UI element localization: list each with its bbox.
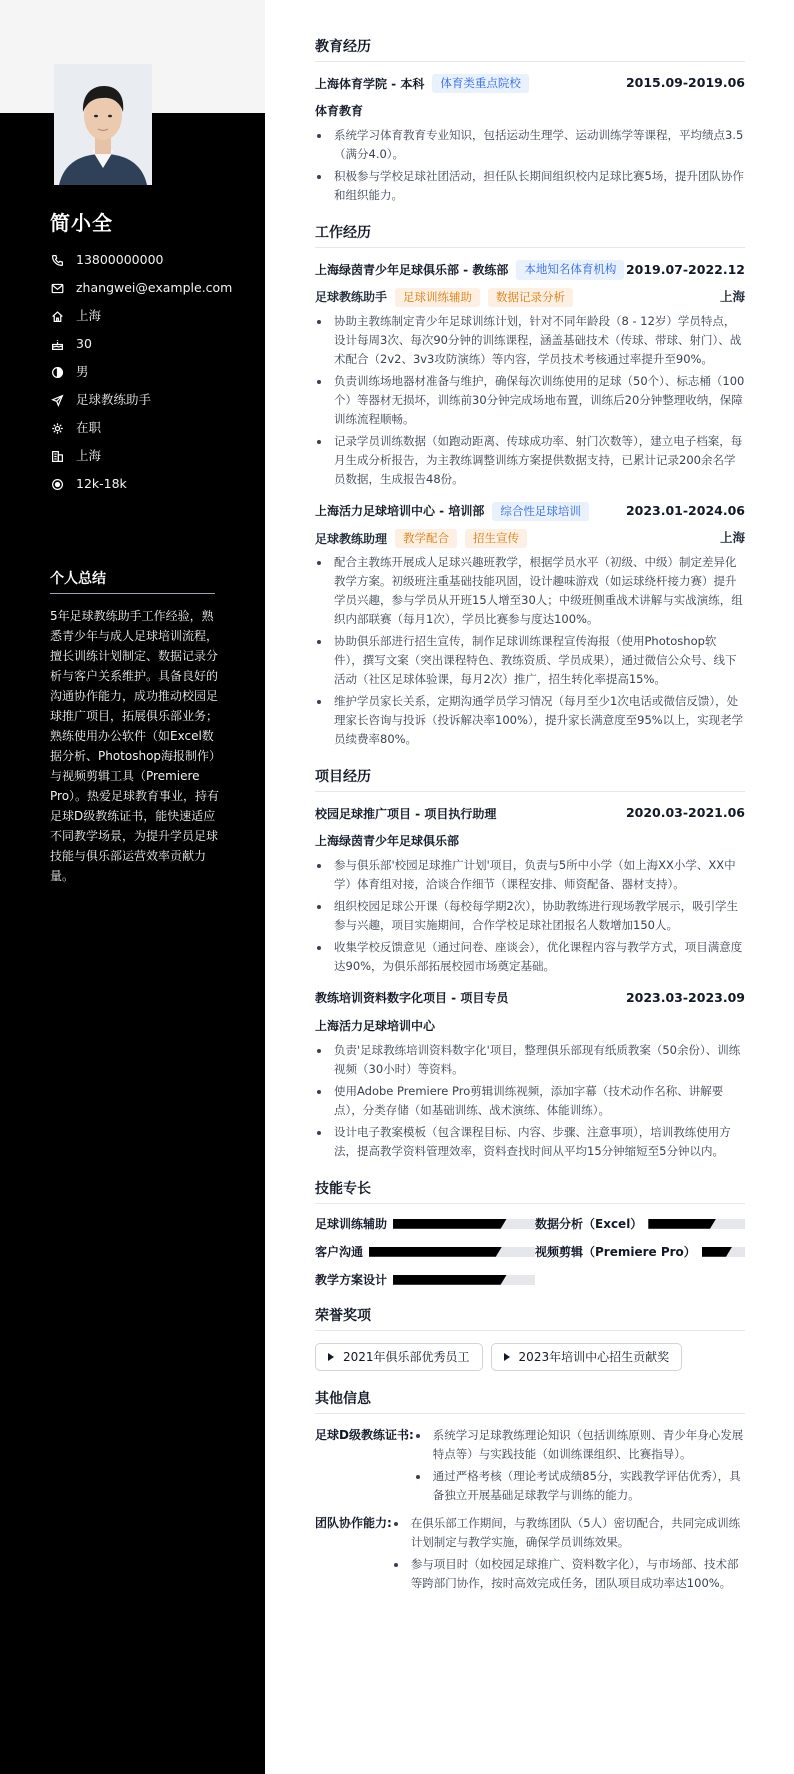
summary-text: 5年足球教练助手工作经验，熟悉青少年与成人足球培训流程，擅长训练计划制定、数据记录分析与客户关系维护。具备良好的沟通协作能力，成功推动校园足球推广项目，拓展俱乐部业务；熟练使用办公软件（如Excel数据分析、Photoshop海报制作）与视频剪辑工具（Premiere Pro）。热爱足球教育事业，持有足球D级教练证书，能快速适应不同教学场景，为提升学员足球技能与俱乐部运营效率贡献力量。 bbox=[50, 609, 220, 883]
coin-icon bbox=[50, 477, 64, 491]
list-item: 系统学习足球教练理论知识（包括训练原则、青少年身心发展特点等）与实践技能（如训练课组织、比赛指导）。 bbox=[414, 1426, 745, 1464]
education-header bbox=[315, 74, 745, 93]
list-item: 收集学校反馈意见（通过问卷、座谈会），优化课程内容与教学方式，项目满意度达90%，为俱乐部拓展校园市场奠定基础。 bbox=[315, 938, 745, 976]
list-item: 在俱乐部工作期间，与教练团队（5人）密切配合，共同完成训练计划制定与教学实施，确保学员训练效果。 bbox=[392, 1514, 745, 1552]
project-date: 2023.03-2023.09 bbox=[625, 990, 745, 1005]
skill-item bbox=[535, 1244, 745, 1260]
list-item: 系统学习体育教育专业知识，包括运动生理学、运动训练学等课程，平均绩点3.5（满分4.0）。 bbox=[315, 126, 745, 164]
job-text: 足球教练助手 bbox=[76, 391, 152, 407]
work-date: 2019.07-2022.12 bbox=[625, 261, 745, 277]
work-date: 2023.01-2024.06 bbox=[625, 503, 745, 518]
company-name: 上海活力足球培训中心 - 培训部 bbox=[315, 504, 485, 519]
skill-item bbox=[315, 1216, 535, 1232]
info-salary bbox=[50, 470, 250, 498]
awards-list bbox=[315, 1343, 745, 1371]
skills-title: 技能专长 bbox=[315, 1179, 745, 1204]
info-job bbox=[50, 386, 250, 414]
status-text: 在职 bbox=[76, 419, 102, 435]
school-tag: 体育类重点院校 bbox=[432, 74, 529, 93]
project-org: 上海活力足球培训中心 bbox=[315, 1018, 436, 1033]
company-tag: 综合性足球培训 bbox=[492, 502, 589, 521]
award-text: 2021年俱乐部优秀员工 bbox=[343, 1349, 470, 1364]
sidebar bbox=[0, 0, 265, 1774]
list-item: 组织校园足球公开课（每校每学期2次），协助教练进行现场教学展示，吸引学生参与兴趣，项目实施期间，合作学校足球社团报名人数增加150人。 bbox=[315, 897, 745, 935]
award-text: 2023年培训中心招生贡献奖 bbox=[518, 1349, 670, 1364]
project-date: 2020.03-2021.06 bbox=[625, 805, 745, 821]
send-icon bbox=[50, 393, 64, 407]
skill-fill bbox=[369, 1247, 502, 1257]
other-section bbox=[315, 1389, 745, 1596]
other-item bbox=[315, 1514, 745, 1596]
role-tag: 教学配合 bbox=[395, 529, 457, 548]
gear-icon bbox=[50, 421, 64, 435]
avatar bbox=[54, 64, 152, 185]
skill-item bbox=[315, 1244, 535, 1260]
play-icon bbox=[504, 1353, 510, 1361]
building-icon bbox=[50, 449, 64, 463]
project-bullets bbox=[315, 1041, 745, 1161]
list-item: 参与俱乐部'校园足球推广计划'项目，负责与5所中小学（如上海XX小学、XX中学）体育组对接，洽谈合作细节（课程安排、师资配备、器材支持）。 bbox=[315, 856, 745, 894]
work-entry bbox=[315, 260, 745, 489]
skill-fill bbox=[702, 1247, 732, 1257]
skill-name: 客户沟通 bbox=[315, 1244, 364, 1259]
list-item: 负责训练场地器材准备与维护，确保每次训练使用的足球（50个）、标志桶（100个）等器材无损坏，训练前30分钟完成场地布置，训练后20分钟整理收纳，保障训练流程顺畅。 bbox=[315, 372, 745, 429]
salary-text: 12k-18k bbox=[76, 475, 127, 491]
job-role: 足球教练助手 bbox=[315, 290, 388, 305]
city-text: 上海 bbox=[76, 307, 102, 323]
skill-name: 足球训练辅助 bbox=[315, 1216, 388, 1231]
list-item: 配合主教练开展成人足球兴趣班教学，根据学员水平（初级、中级）制定差异化教学方案。初级班注重基础技能巩固，设计趣味游戏（如运球绕杆接力赛）提升学员兴趣，参与学员从开班15人增至30人；中级班侧重战术讲解与实战演练，组织内部联赛（每月1次），学员比赛参与度达100%。 bbox=[315, 553, 745, 629]
list-item: 负责'足球教练培训资料数字化'项目，整理俱乐部现有纸质教案（50余份）、训练视频（30小时）等资料。 bbox=[315, 1041, 745, 1079]
list-item: 维护学员家长关系，定期沟通学员学习情况（每月至少1次电话或微信反馈），处理家长咨询与投诉（投诉解决率100%），提升家长满意度至95%以上，实现老学员续费率80%。 bbox=[315, 692, 745, 749]
role-tag: 招生宣传 bbox=[465, 529, 527, 548]
skill-item bbox=[315, 1272, 535, 1288]
email-text: zhangwei@example.com bbox=[76, 279, 233, 295]
award-item bbox=[491, 1343, 683, 1371]
projects-section bbox=[315, 767, 745, 1161]
gender-text: 男 bbox=[76, 363, 89, 379]
target-city-text: 上海 bbox=[76, 447, 102, 463]
skill-item bbox=[535, 1216, 745, 1232]
skill-fill bbox=[393, 1275, 507, 1285]
play-icon bbox=[328, 1353, 334, 1361]
major: 体育教育 bbox=[315, 104, 364, 119]
info-gender bbox=[50, 358, 250, 386]
list-item: 积极参与学校足球社团活动，担任队长期间组织校内足球比赛5场，提升团队协作和组织能力。 bbox=[315, 167, 745, 205]
education-bullets bbox=[315, 126, 745, 205]
role-tag: 足球训练辅助 bbox=[395, 288, 480, 307]
other-label: 团队协作能力: bbox=[315, 1515, 392, 1530]
award-item bbox=[315, 1343, 483, 1371]
work-bullets bbox=[315, 553, 745, 749]
job-role: 足球教练助理 bbox=[315, 531, 388, 546]
project-name: 教练培训资料数字化项目 - 项目专员 bbox=[315, 991, 509, 1006]
list-item: 记录学员训练数据（如跑动距离、传球成功率、射门次数等），建立电子档案，每月生成分析报告，为主教练调整训练方案提供数据支持，已累计记录200余名学员数据，生成报告48份。 bbox=[315, 432, 745, 489]
home-icon bbox=[50, 309, 64, 323]
skill-name: 教学方案设计 bbox=[315, 1272, 388, 1287]
other-item bbox=[315, 1426, 745, 1508]
other-label: 足球D级教练证书: bbox=[315, 1427, 414, 1442]
main-content bbox=[315, 37, 745, 1614]
work-bullets bbox=[315, 312, 745, 489]
company-name: 上海绿茵青少年足球俱乐部 - 教练部 bbox=[315, 262, 509, 277]
info-age bbox=[50, 330, 250, 358]
role-tag: 数据记录分析 bbox=[488, 288, 573, 307]
project-org: 上海绿茵青少年足球俱乐部 bbox=[315, 834, 460, 848]
candidate-name: 简小全 bbox=[50, 211, 113, 235]
work-entry bbox=[315, 502, 745, 750]
skill-bar bbox=[369, 1247, 535, 1257]
skill-fill bbox=[648, 1219, 716, 1229]
summary-title: 个人总结 bbox=[50, 569, 215, 594]
project-entry bbox=[315, 989, 745, 1161]
skill-fill bbox=[393, 1219, 507, 1229]
list-item: 参与项目时（如校园足球推广、资料数字化），与市场部、技术部等跨部门协作，按时高效完成任务，团队项目成功率达100%。 bbox=[392, 1555, 745, 1593]
list-item: 协助主教练制定青少年足球训练计划，针对不同年龄段（8 - 12岁）学员特点，设计每周3次、每次90分钟的训练课程，涵盖基础技术（传球、带球、射门）、战术配合（2v2、3v3攻防演练）等内容，学员技术考核通过率提升至90%。 bbox=[315, 312, 745, 369]
skills-section bbox=[315, 1179, 745, 1288]
education-date: 2015.09-2019.06 bbox=[625, 75, 745, 91]
work-city: 上海 bbox=[719, 530, 745, 546]
phone-icon bbox=[50, 253, 64, 267]
list-item: 设计电子教案模板（包含课程目标、内容、步骤、注意事项），培训教练使用方法，提高教学资料管理效率，资料查找时间从平均15分钟缩短至5分钟以内。 bbox=[315, 1123, 745, 1161]
project-name: 校园足球推广项目 - 项目执行助理 bbox=[315, 806, 497, 821]
projects-title: 项目经历 bbox=[315, 767, 745, 792]
other-bullets bbox=[392, 1514, 745, 1596]
info-email bbox=[50, 274, 250, 302]
other-bullets bbox=[414, 1426, 745, 1508]
awards-section bbox=[315, 1306, 745, 1371]
work-title: 工作经历 bbox=[315, 223, 745, 248]
info-phone bbox=[50, 246, 250, 274]
education-section bbox=[315, 37, 745, 205]
info-city bbox=[50, 302, 250, 330]
avatar-photo bbox=[54, 64, 152, 185]
education-title: 教育经历 bbox=[315, 37, 745, 62]
list-item: 通过严格考核（理论考试成绩85分，实践教学评估优秀），具备独立开展基础足球教学与训练的能力。 bbox=[414, 1467, 745, 1505]
work-section bbox=[315, 223, 745, 749]
skill-name: 视频剪辑（Premiere Pro） bbox=[535, 1244, 696, 1259]
skill-bar bbox=[393, 1219, 535, 1229]
skill-bar bbox=[702, 1247, 745, 1257]
mail-icon bbox=[50, 281, 64, 295]
skill-bar bbox=[393, 1275, 535, 1285]
skills-grid bbox=[315, 1216, 745, 1288]
skill-bar bbox=[648, 1219, 745, 1229]
info-target-city bbox=[50, 442, 250, 470]
company-tag: 本地知名体育机构 bbox=[516, 260, 624, 279]
list-item: 协助俱乐部进行招生宣传，制作足球训练课程宣传海报（使用Photoshop软件），撰写文案（突出课程特色、教练资质、学员成果），通过微信公众号、线下活动（社区足球体验课，每月2次）推广，招生转化率提高15%。 bbox=[315, 632, 745, 689]
contact-info-list bbox=[50, 246, 250, 498]
gender-icon bbox=[50, 365, 64, 379]
other-title: 其他信息 bbox=[315, 1389, 745, 1414]
work-city: 上海 bbox=[719, 288, 745, 304]
project-bullets bbox=[315, 856, 745, 976]
awards-title: 荣誉奖项 bbox=[315, 1306, 745, 1331]
school-name: 上海体育学院 - 本科 bbox=[315, 76, 425, 91]
phone-text: 13800000000 bbox=[76, 251, 164, 267]
list-item: 使用Adobe Premiere Pro剪辑训练视频，添加字幕（技术动作名称、讲解要点），分类存储（如基础训练、战术演练、体能训练）。 bbox=[315, 1082, 745, 1120]
cake-icon bbox=[50, 337, 64, 351]
info-status bbox=[50, 414, 250, 442]
skill-name: 数据分析（Excel） bbox=[535, 1216, 643, 1231]
project-entry bbox=[315, 804, 745, 976]
age-text: 30 bbox=[76, 335, 92, 351]
